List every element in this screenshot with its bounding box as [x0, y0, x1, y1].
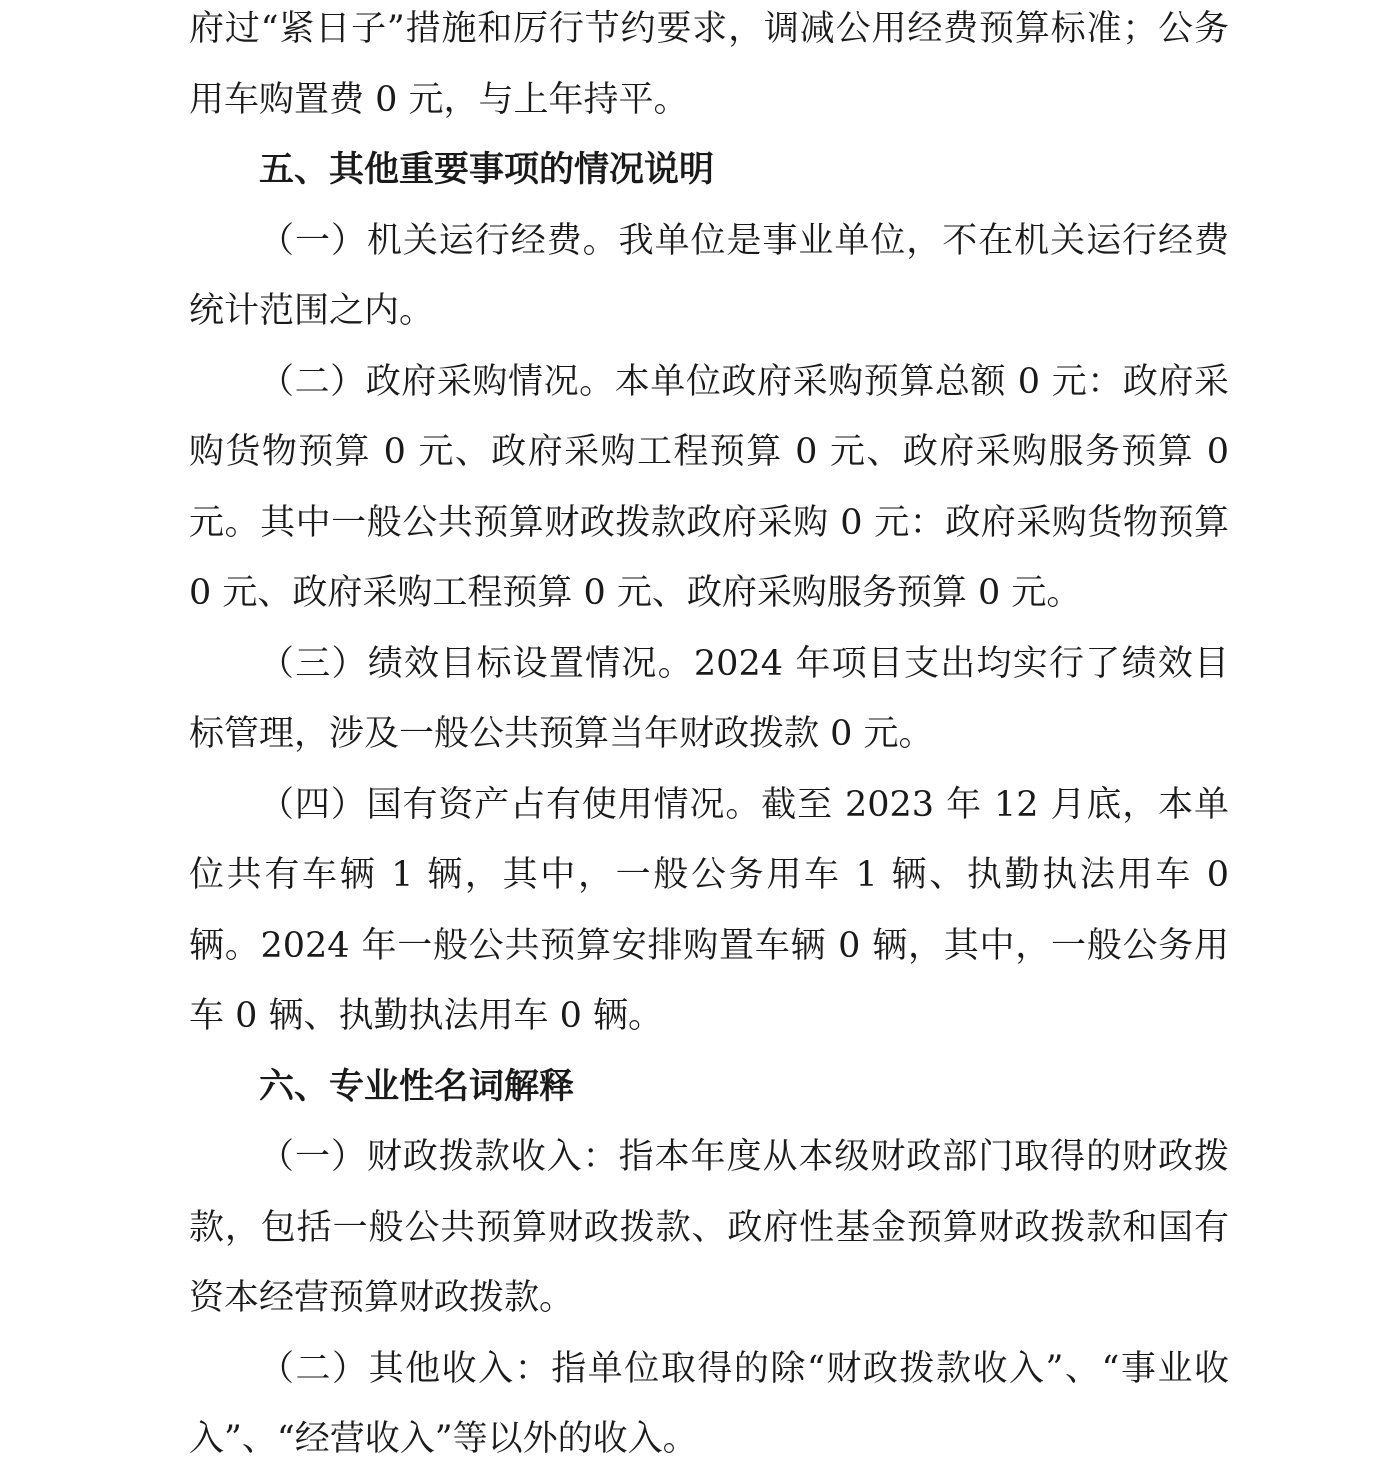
section-heading-glossary: 六、专业性名词解释	[259, 1066, 575, 1107]
paragraph-fiscal-appropriation-income	[189, 1122, 1229, 1334]
item-lead: （二）其他收入：	[259, 1348, 552, 1389]
paragraph-other-income	[189, 1334, 1229, 1475]
item-lead: （四）国有资产占有使用情况。	[259, 784, 762, 825]
paragraph-operating-expenses	[189, 206, 1229, 347]
item-lead: （三）绩效目标设置情况。	[259, 643, 694, 684]
item-body: 本单位政府采购预算总额 0 元：政府采购货物预算 0 元、政府采购工程预算 0 元、政府采购服务预算 0 元。其中一般公共预算财政拨款政府采购 0 元：政府采购货物预算 0 元、政府采购工程预算 0 元、政府采购服务预算 0 元。	[189, 361, 1229, 613]
item-lead: （二）政府采购情况。	[259, 361, 615, 402]
item-body: 我单位是事业单位，不在机关运行经费统计范围之内。	[189, 220, 1229, 331]
item-body: 2024 年项目支出均实行了绩效目标管理，涉及一般公共预算当年财政拨款 0 元。	[189, 643, 1229, 754]
paragraph-government-procurement	[189, 347, 1229, 629]
item-lead: （一）机关运行经费。	[259, 220, 619, 261]
paragraph-performance-targets	[189, 629, 1229, 770]
continuation-paragraph: 府过“紧日子”措施和厉行节约要求，调减公用经费预算标准；公务用车购置费 0 元，与上年持平。	[189, 9, 1229, 120]
document-page	[189, 0, 1229, 1475]
item-body: 指单位取得的除“财政拨款收入”、“事业收入”、“经营收入”等以外的收入。	[189, 1348, 1229, 1459]
paragraph-state-assets	[189, 770, 1229, 1052]
item-body: 截至 2023 年 12 月底，本单位共有车辆 1 辆，其中，一般公务用车 1 辆、执勤执法用车 0 辆。2024 年一般公共预算安排购置车辆 0 辆，其中，一般公务用车 0 辆、执勤执法用车 0 辆。	[189, 784, 1229, 1036]
item-body: 指本年度从本级财政部门取得的财政拨款，包括一般公共预算财政拨款、政府性基金预算财政拨款和国有资本经营预算财政拨款。	[189, 1137, 1229, 1318]
item-lead: （一）财政拨款收入：	[259, 1137, 619, 1177]
section-heading-other-matters: 五、其他重要事项的情况说明	[259, 150, 715, 190]
